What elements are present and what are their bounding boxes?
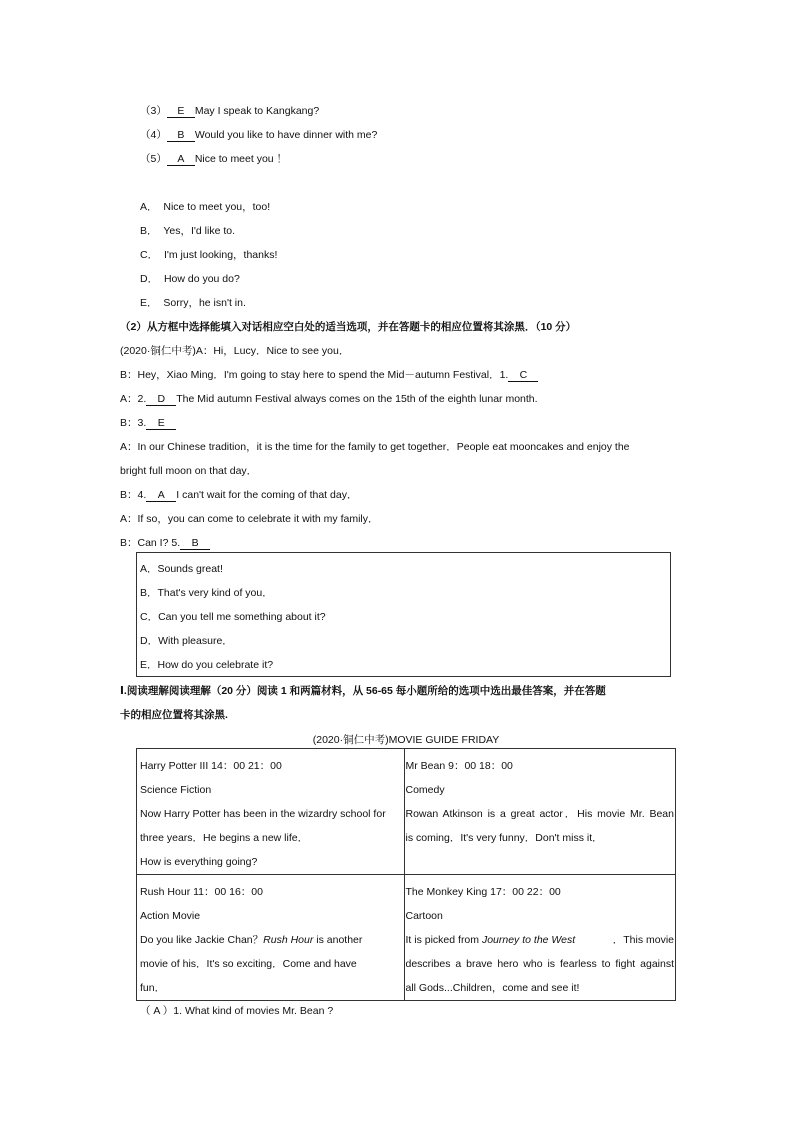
movie-name-italic: Journey to the West [481, 934, 576, 946]
dialogue-text: B：Hey，Xiao Ming．I'm going to stay here to spend the Mid－autumn Festival．1. [120, 369, 509, 381]
option-text: Yes，I'd like to. [163, 225, 236, 237]
movie-genre: Comedy [405, 784, 445, 796]
reading-heading-line-2: 卡的相应位置将其涂黑. [120, 709, 228, 721]
option-text: Nice to meet you，too! [163, 201, 271, 213]
movie-genre: Action Movie [140, 910, 201, 922]
dialogue-text: B：Can I? 5. [120, 537, 181, 549]
section-2-heading: （2）从方框中选择能填入对话相应空白处的适当选项，并在答题卡的相应位置将其涂黑．（10 分） [120, 321, 577, 333]
reading-heading-line-1: Ⅰ.阅读理解阅读理解（20 分）阅读 1 和两篇材料，从 56-65 每小题所给的选项中选出最佳答案，并在答题 [120, 685, 606, 697]
movie-title: Rush Hour 11：00 16：00 [140, 886, 263, 898]
movie-description: is coming．It's very funny．Don't miss it． [405, 832, 603, 844]
movie-cell-harry-potter [137, 749, 405, 875]
movie-title: The Monkey King 17：00 22：00 [405, 886, 561, 898]
dialogue-line-7 [120, 488, 357, 502]
option-letter: B． [140, 225, 158, 237]
movie-name-italic: Rush Hour [263, 934, 314, 946]
item-number: （3） [140, 105, 167, 117]
movie-genre: Cartoon [405, 910, 443, 922]
question-answer: （ A ） [140, 1005, 174, 1017]
option-text: Sorry，he isn't in. [163, 297, 246, 309]
option-letter: D． [140, 273, 159, 285]
movie-description: movie of his．It's so exciting．Come and have [140, 958, 357, 970]
item-text: May I speak to Kangkang? [194, 105, 320, 117]
movie-title: Mr Bean 9：00 18：00 [405, 760, 513, 772]
option-letter: E． [140, 297, 158, 309]
option-e [140, 296, 246, 310]
dialogue-line-3 [120, 392, 538, 406]
movie-description: all Gods...Children，come and see it! [405, 982, 580, 994]
table-row [137, 749, 676, 875]
movie-guide-title: (2020·铜仁中考)MOVIE GUIDE FRIDAY [312, 734, 500, 746]
question-text: 1. What kind of movies Mr. Bean ? [173, 1005, 334, 1017]
dialogue-line-1: (2020·铜仁中考)A：Hi，Lucy．Nice to see you． [120, 345, 350, 357]
box-option-c: C．Can you tell me something about it? [140, 611, 326, 623]
item-3 [140, 104, 319, 118]
option-text: I'm just looking，thanks! [163, 249, 278, 261]
question-1 [140, 1004, 333, 1018]
box-option-a: A．Sounds great! [140, 563, 223, 575]
item-5 [140, 152, 287, 166]
movie-description [406, 928, 675, 952]
dialogue-line-8: A：If so，you can come to celebrate it with my family． [120, 513, 379, 525]
dialogue-line-6: bright full moon on that day． [120, 465, 258, 477]
movie-description: describes a brave hero who is fearless to fight against [405, 958, 674, 970]
movie-title: Harry Potter III 14：00 21：00 [140, 760, 282, 772]
movie-cell-rush-hour [137, 875, 405, 1001]
dialogue-text: The Mid autumn Festival always comes on the 15th of the eighth lunar month. [176, 393, 538, 405]
movie-description: Rowan Atkinson is a great actor．His movie Mr. Bean [405, 808, 674, 820]
dialogue-text: B：3. [120, 417, 147, 429]
movie-cell-mr-bean [404, 749, 676, 875]
option-a [140, 200, 270, 214]
box-option-b: B．That's very kind of you． [140, 587, 273, 599]
answer-blank: A [167, 153, 195, 166]
option-text: How do you do? [163, 273, 240, 285]
item-number: （4） [140, 129, 167, 141]
table-row [137, 875, 676, 1001]
dialogue-line-9 [120, 536, 210, 550]
item-4 [140, 128, 377, 142]
dialogue-text: B：4. [120, 489, 147, 501]
dialogue-line-5: A：In our Chinese tradition，it is the time for the family to get together．People eat mooncakes and enjoy the [120, 441, 630, 453]
answer-blank: D [146, 393, 176, 406]
movie-description [140, 928, 404, 952]
dialogue-line-4 [120, 416, 176, 430]
dialogue-line-2 [120, 368, 538, 382]
box-option-d: D．With pleasure． [140, 635, 233, 647]
box-option-e: E．How do you celebrate it? [140, 659, 274, 671]
answer-blank: C [508, 369, 538, 382]
answer-blank: E [146, 417, 176, 430]
movie-description: three years．He begins a new life． [140, 832, 309, 844]
answer-blank: E [167, 105, 195, 118]
answer-blank: A [146, 489, 176, 502]
movie-description: Now Harry Potter has been in the wizardry school for [140, 808, 386, 820]
description-text: ．This movie [612, 934, 674, 946]
movie-genre: Science Fiction [140, 784, 212, 796]
description-text: Do you like Jackie Chan？ [140, 934, 264, 946]
option-c [140, 248, 277, 262]
movie-description: How is everything going? [140, 856, 258, 868]
movie-cell-monkey-king [404, 875, 676, 1001]
item-text: Nice to meet you ！ [194, 153, 288, 165]
option-b [140, 224, 235, 238]
option-letter: A． [140, 201, 158, 213]
item-text: Would you like to have dinner with me? [194, 129, 378, 141]
description-text: is another [313, 934, 363, 946]
option-letter: C． [140, 249, 159, 261]
item-number: （5） [140, 153, 167, 165]
movie-description: fun． [140, 982, 166, 994]
description-text: It is picked from [405, 934, 482, 946]
movie-guide-table [136, 748, 676, 1001]
dialogue-text: I can't wait for the coming of that day． [176, 489, 358, 501]
answer-blank: B [180, 537, 210, 550]
dialogue-text: A：2. [120, 393, 147, 405]
option-d [140, 272, 240, 286]
answer-blank: B [167, 129, 195, 142]
